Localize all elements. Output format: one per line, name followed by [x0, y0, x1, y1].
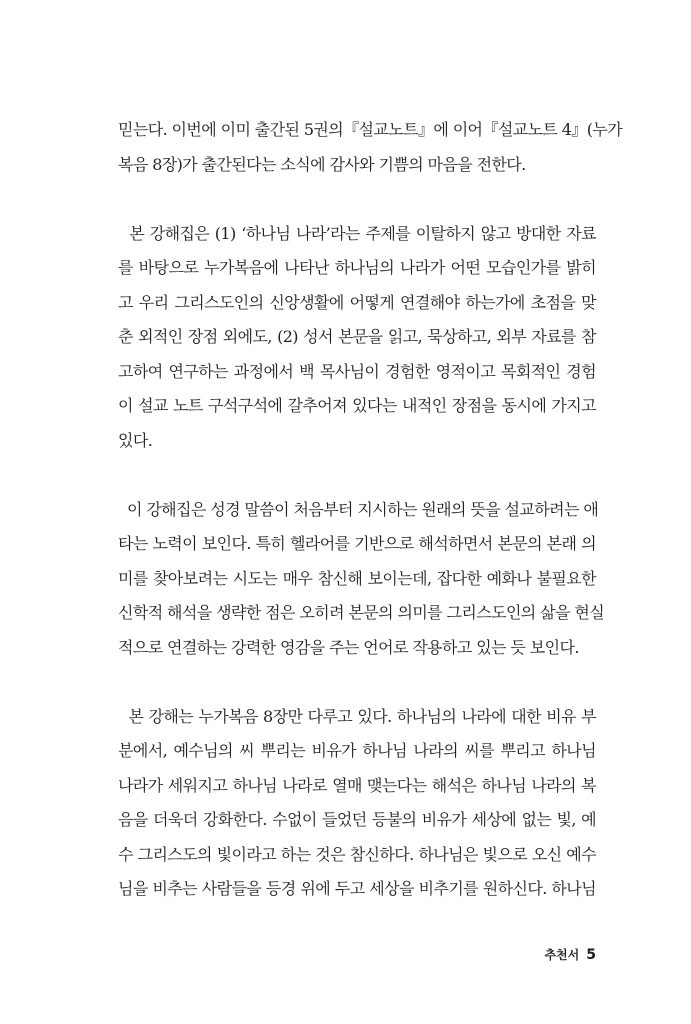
paragraph-gap	[118, 665, 596, 700]
text-line: 복음 8장)가 출간된다는 소식에 감사와 기쁨의 마음을 전한다.	[118, 154, 526, 174]
text-line: 있다.	[118, 430, 153, 450]
paragraph-gap	[118, 182, 596, 217]
paragraph-3	[118, 493, 605, 666]
text-line: 를 바탕으로 누가복음에 나타난 하나님의 나라가 어떤 모습인가를 밝히	[118, 258, 596, 277]
text-line: 본 강해는 누가복음 8장만 다루고 있다. 하나님의 나라에 대한 비유 부	[118, 706, 596, 726]
text-line: 춘 외적인 장점 외에도, (2) 성서 본문을 읽고, 묵상하고, 외부 자료를 참	[118, 327, 596, 346]
section-label: 추천서	[544, 948, 580, 962]
text-line: 수 그리스도의 빛이라고 하는 것은 참신하다. 하나님은 빛으로 오신 예수	[118, 844, 596, 864]
text-line: 이 강해집은 성경 말씀이 처음부터 지시하는 원래의 뜻을 설교하려는 애	[118, 499, 599, 519]
text-line: 고 우리 그리스도인의 신앙생활에 어떻게 연결해야 하는가에 초점을 맞	[118, 292, 596, 312]
text-line: 나라가 세워지고 하나님 나라로 열매 맺는다는 해석은 하나님 나라의 복	[118, 775, 596, 795]
text-line: 믿는다. 이번에 이미 출간된 5권의『설교노트』에 이어『설교노트 4』(누가	[118, 120, 623, 139]
text-line: 이 설교 노트 구석구석에 갈추어져 있다는 내적인 장점을 동시에 가지고	[118, 396, 596, 415]
body-text	[118, 113, 623, 907]
paragraph-4	[118, 700, 596, 907]
paragraph-1	[118, 113, 623, 182]
text-line: 신학적 해석을 생략한 점은 오히려 본문의 의미를 그리스도인의 삶을 현실	[118, 603, 605, 622]
text-line: 분에서, 예수님의 씨 뿌리는 비유가 하나님 나라의 씨를 뿌리고 하나님	[118, 741, 596, 760]
paragraph-2	[118, 217, 596, 459]
text-line: 님을 비추는 사람들을 등경 위에 두고 세상을 비추기를 원하신다. 하나님	[118, 879, 596, 898]
text-line: 미를 찾아보려는 시도는 매우 참신해 보이는데, 잡다한 예화나 불필요한	[118, 568, 596, 588]
page-number: 5	[586, 947, 596, 963]
paragraph-gap	[118, 458, 596, 493]
text-line: 음을 더욱더 강화한다. 수없이 들었던 등불의 비유가 세상에 없는 빛, 예	[118, 810, 596, 829]
text-line: 적으로 연결하는 강력한 영감을 주는 언어로 작용하고 있는 듯 보인다.	[118, 637, 579, 657]
text-line: 타는 노력이 보인다. 특히 헬라어를 기반으로 해석하면서 본문의 본래 의	[118, 534, 596, 553]
text-line: 본 강해집은 (1) ‘하나님 나라’라는 주제를 이탈하지 않고 방대한 자료	[118, 223, 596, 243]
text-line: 고하여 연구하는 과정에서 백 목사님이 경험한 영적이고 목회적인 경험	[118, 361, 596, 381]
page-footer	[544, 946, 596, 963]
